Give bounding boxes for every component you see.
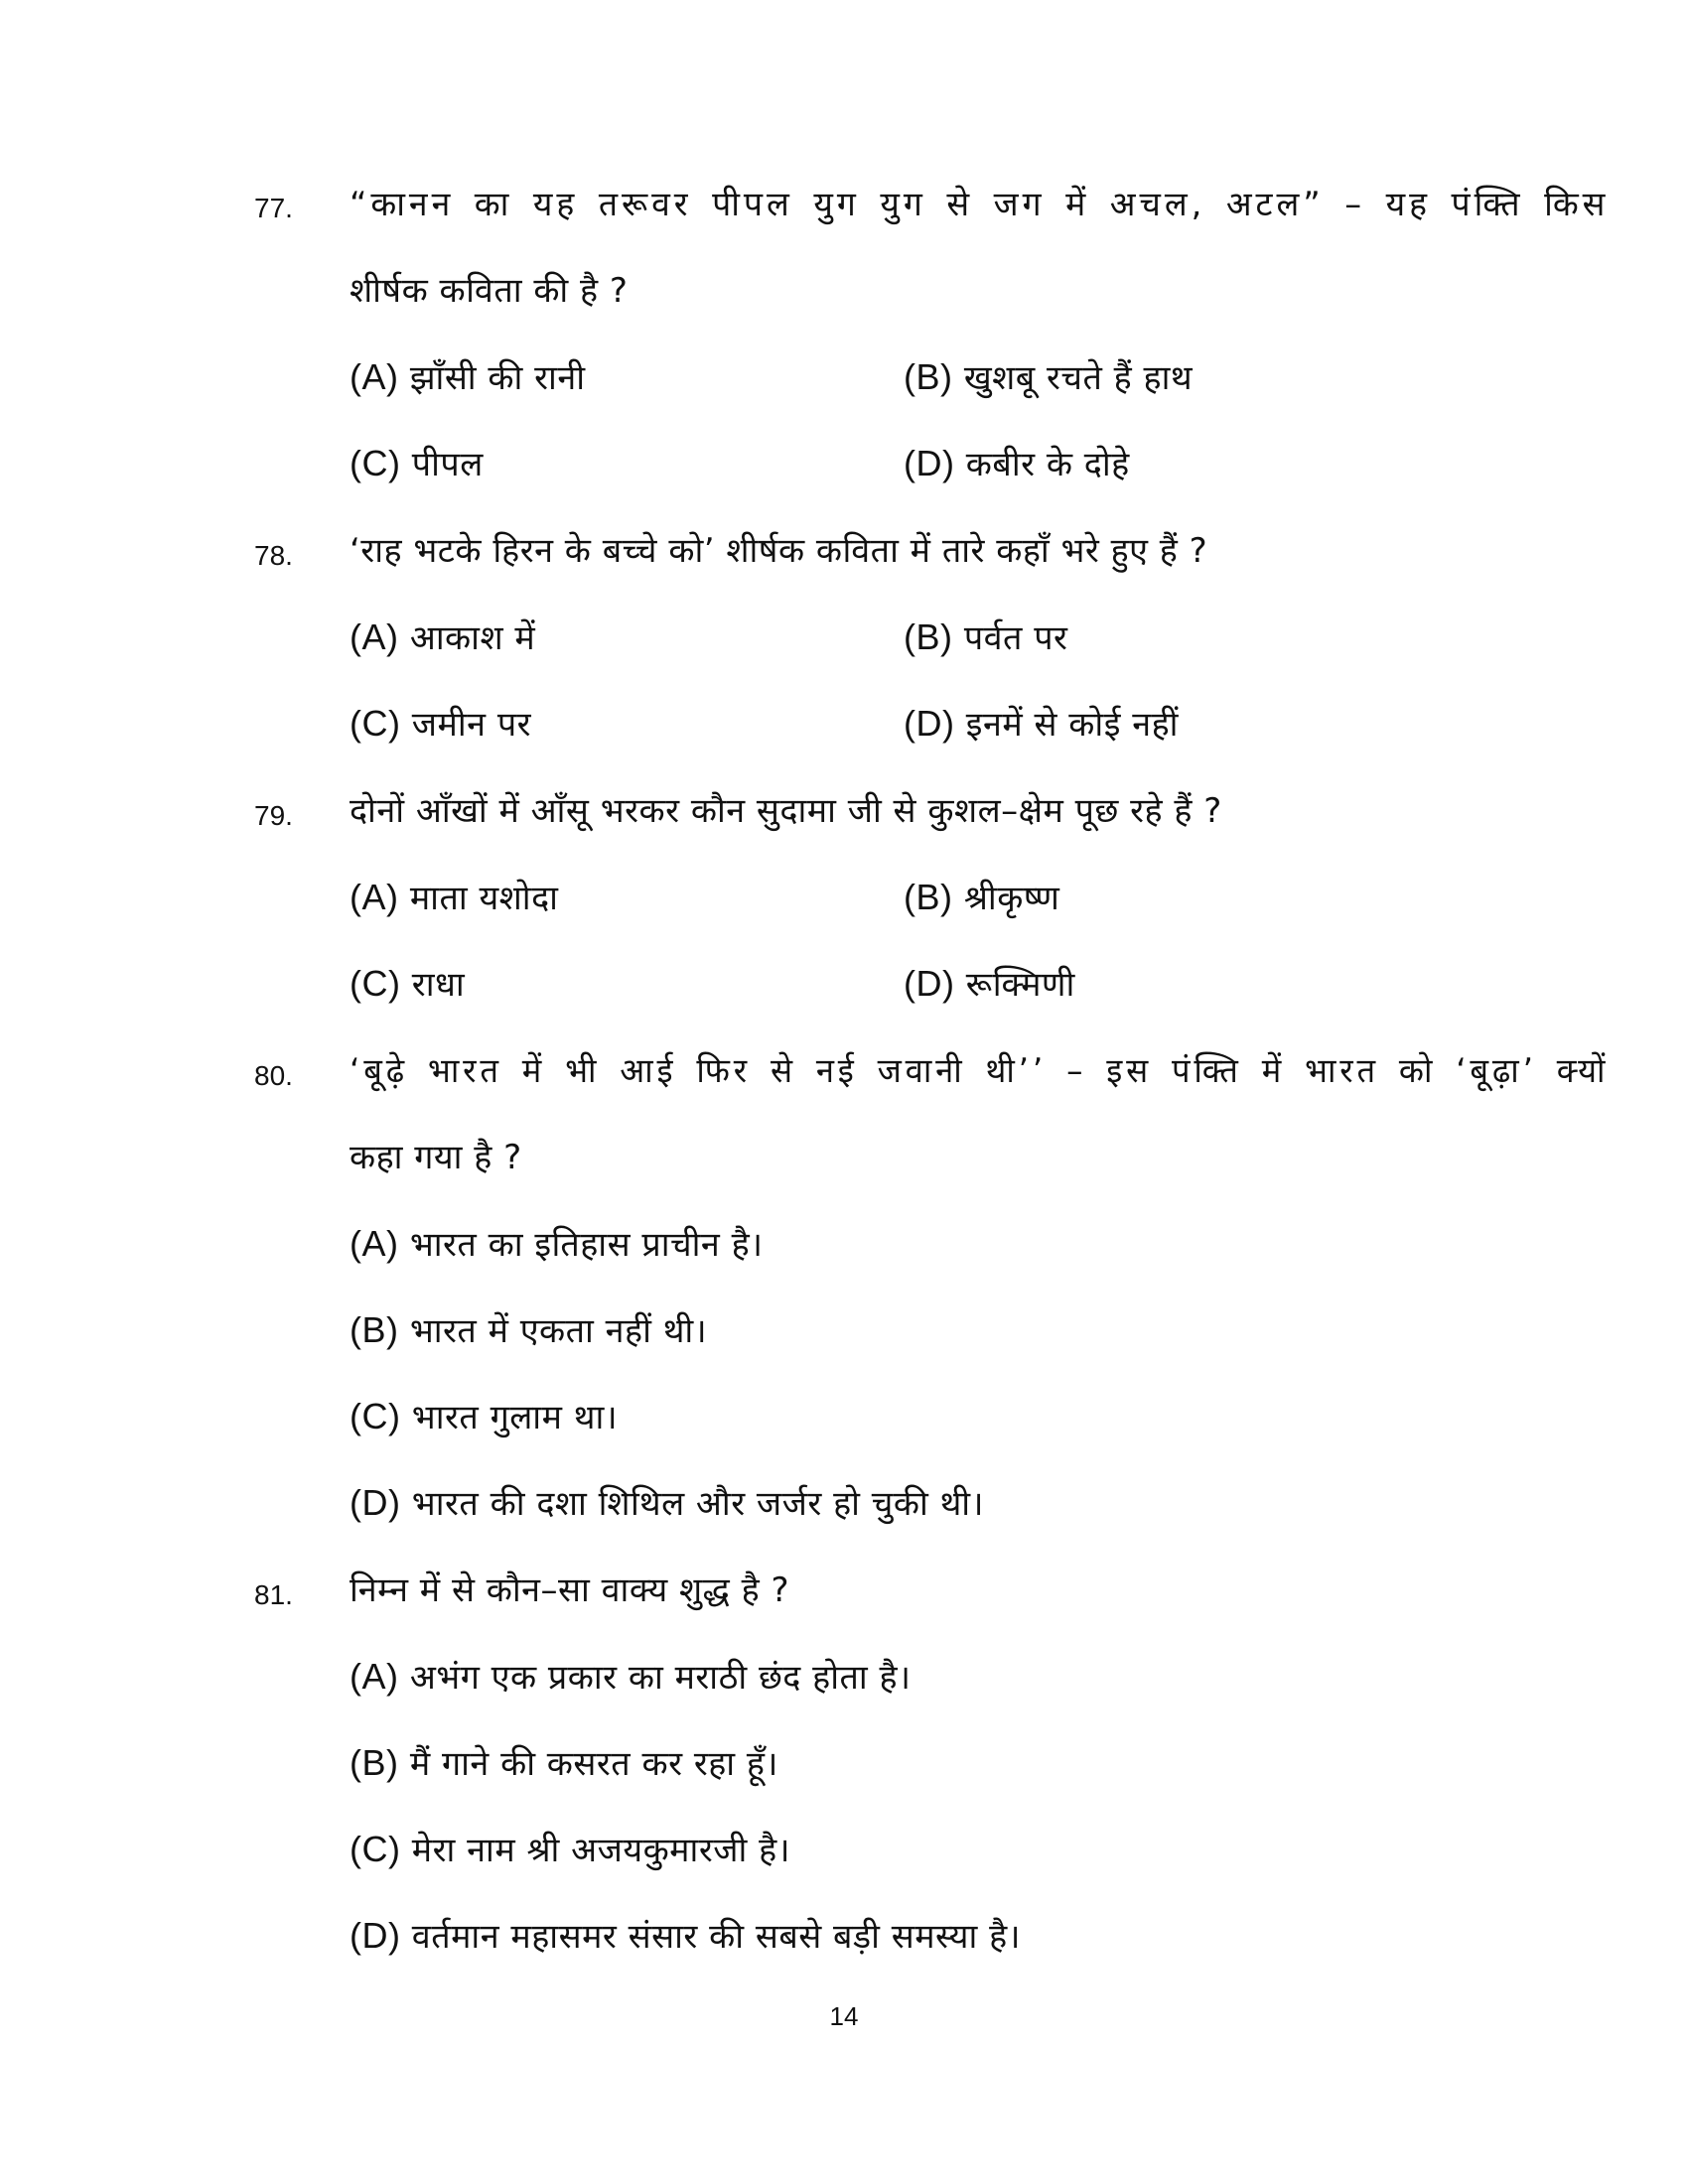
option-text: रूक्मिणी bbox=[965, 965, 1075, 1005]
option-a bbox=[350, 875, 558, 921]
option-text: कबीर के दोहे bbox=[965, 445, 1130, 484]
option-text: भारत की दशा शिथिल और जर्जर हो चुकी थी। bbox=[411, 1484, 984, 1524]
question-number: 78. bbox=[254, 540, 293, 571]
option-text: पर्वत पर bbox=[963, 618, 1068, 658]
option-label: (C) bbox=[350, 963, 401, 1004]
option-c bbox=[350, 1394, 618, 1440]
option-label: (D) bbox=[904, 443, 955, 483]
question-text-line: “कानन का यह तरूवर पीपल युग युग से जग में अचल, अटल” – यह पंक्ति किस bbox=[350, 185, 1610, 224]
option-text: श्रीकृष्ण bbox=[963, 879, 1060, 918]
option-label: (D) bbox=[350, 1482, 401, 1523]
option-a bbox=[350, 1221, 764, 1268]
option-label: (D) bbox=[350, 1915, 401, 1956]
option-a bbox=[350, 614, 535, 661]
option-a bbox=[350, 354, 586, 401]
question-number: 79. bbox=[254, 800, 293, 831]
option-b bbox=[904, 354, 1193, 401]
option-d bbox=[904, 701, 1179, 748]
question-number: 77. bbox=[254, 193, 293, 223]
option-d bbox=[350, 1480, 984, 1527]
option-c bbox=[350, 701, 531, 748]
option-label: (A) bbox=[350, 616, 399, 657]
question-text-line: कहा गया है ? bbox=[350, 1138, 522, 1177]
option-a bbox=[350, 1654, 911, 1701]
question-text-line: शीर्षक कविता की है ? bbox=[350, 271, 629, 311]
question-text-line: निम्न में से कौन–सा वाक्य शुद्ध है ? bbox=[350, 1570, 790, 1610]
option-label: (A) bbox=[350, 877, 399, 917]
option-b bbox=[350, 1740, 778, 1787]
option-text: जमीन पर bbox=[411, 705, 532, 745]
question-text-line: ‘बूढ़े भारत में भी आई फिर से नई जवानी थी’’ – इस पंक्ति में भारत को ‘बूढ़ा’ क्यों bbox=[350, 1051, 1610, 1091]
option-c bbox=[350, 1827, 790, 1873]
option-d bbox=[350, 1913, 1021, 1960]
option-text: आकाश में bbox=[409, 618, 536, 658]
option-label: (B) bbox=[904, 616, 953, 657]
option-d bbox=[904, 441, 1130, 487]
option-b bbox=[904, 875, 1059, 921]
option-text: अभंग एक प्रकार का मराठी छंद होता है। bbox=[409, 1658, 912, 1698]
question-text-line: दोनों आँखों में आँसू भरकर कौन सुदामा जी से कुशल–क्षेम पूछ रहे हैं ? bbox=[350, 791, 1222, 831]
option-text: राधा bbox=[411, 965, 466, 1005]
option-text: मेरा नाम श्री अजयकुमारजी है। bbox=[411, 1831, 791, 1870]
option-text: वर्तमान महासमर संसार की सबसे बड़ी समस्या है। bbox=[411, 1917, 1022, 1957]
option-text: भारत में एकता नहीं थी। bbox=[409, 1311, 708, 1351]
option-text: इनमें से कोई नहीं bbox=[965, 705, 1179, 745]
option-c bbox=[350, 961, 465, 1008]
option-label: (D) bbox=[904, 963, 955, 1004]
option-d bbox=[904, 961, 1075, 1008]
option-label: (C) bbox=[350, 703, 401, 744]
question-text-line: ‘राह भटके हिरन के बच्चे को’ शीर्षक कविता में तारे कहाँ भरे हुए हैं ? bbox=[350, 531, 1208, 571]
option-label: (D) bbox=[904, 703, 955, 744]
option-c bbox=[350, 441, 484, 487]
question-number: 81. bbox=[254, 1579, 293, 1610]
option-b bbox=[904, 614, 1067, 661]
option-text: पीपल bbox=[411, 445, 484, 484]
option-label: (B) bbox=[350, 1309, 399, 1350]
option-text: खुशबू रचते हैं हाथ bbox=[963, 358, 1194, 398]
option-label: (B) bbox=[350, 1742, 399, 1783]
option-label: (A) bbox=[350, 356, 399, 397]
option-label: (B) bbox=[904, 356, 953, 397]
question-number: 80. bbox=[254, 1060, 293, 1091]
option-label: (A) bbox=[350, 1223, 399, 1264]
option-b bbox=[350, 1307, 707, 1354]
option-label: (C) bbox=[350, 1396, 401, 1436]
option-label: (B) bbox=[904, 877, 953, 917]
option-label: (C) bbox=[350, 1829, 401, 1869]
option-label: (C) bbox=[350, 443, 401, 483]
option-label: (A) bbox=[350, 1656, 399, 1697]
option-text: मैं गाने की कसरत कर रहा हूँ। bbox=[409, 1744, 778, 1784]
option-text: भारत गुलाम था। bbox=[411, 1398, 619, 1437]
option-text: माता यशोदा bbox=[409, 879, 559, 918]
page-number: 14 bbox=[829, 2001, 859, 2031]
option-text: झाँसी की रानी bbox=[409, 358, 586, 398]
option-text: भारत का इतिहास प्राचीन है। bbox=[409, 1225, 764, 1265]
